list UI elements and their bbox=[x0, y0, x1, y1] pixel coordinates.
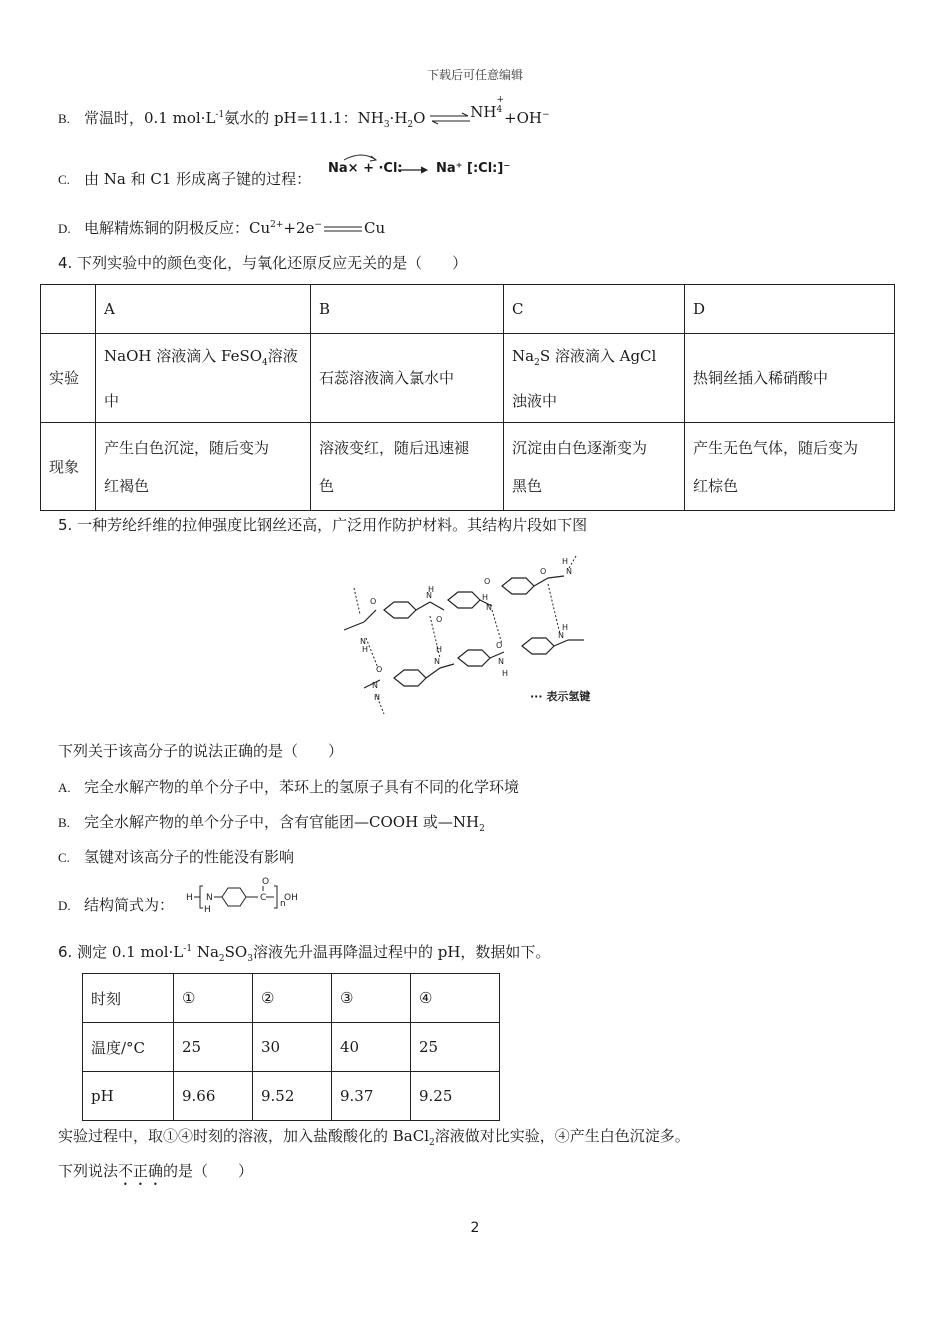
table-cell bbox=[96, 334, 311, 423]
subscript: 4 bbox=[496, 105, 503, 115]
svg-text:N: N bbox=[360, 637, 366, 646]
option-text: 由 Na 和 C1 形成离子键的过程： bbox=[84, 170, 312, 188]
q4-stem bbox=[58, 252, 467, 273]
q5-question: 下列关于该高分子的说法正确的是（ ） bbox=[58, 742, 344, 760]
svg-text:n: n bbox=[280, 899, 286, 909]
table-cell: 9.25 bbox=[411, 1072, 500, 1121]
option-text: ·H bbox=[389, 109, 408, 127]
q4-table bbox=[40, 284, 895, 511]
question-number: 5. bbox=[58, 516, 73, 534]
table-cell: 40 bbox=[332, 1023, 411, 1072]
superscript: − bbox=[314, 220, 322, 230]
option-letter: D. bbox=[58, 898, 71, 913]
svg-text:OH: OH bbox=[284, 893, 298, 903]
table-row bbox=[41, 423, 895, 511]
superscript: + bbox=[496, 95, 504, 105]
option-text: O bbox=[413, 109, 426, 127]
svg-text:O: O bbox=[540, 567, 547, 576]
cell-text: S 溶液滴入 AgCl bbox=[539, 346, 657, 365]
svg-text:N: N bbox=[434, 657, 440, 666]
lewis-left: Na× + ·Cl: bbox=[328, 161, 403, 176]
svg-text:H: H bbox=[186, 893, 193, 903]
emphasized-text: 不正确 bbox=[118, 1162, 164, 1180]
cell-text: 色 bbox=[319, 476, 335, 495]
svg-text:H: H bbox=[362, 645, 369, 654]
question-number: 6. bbox=[58, 943, 73, 961]
option-letter: C. bbox=[58, 172, 70, 187]
lewis-right: Na⁺ [:Cl:]⁻ bbox=[436, 161, 511, 176]
table-cell bbox=[504, 423, 685, 511]
ionic-bond-diagram bbox=[326, 152, 516, 186]
svg-text:H: H bbox=[436, 645, 443, 654]
option-text: 氨水的 pH=11.1：NH bbox=[224, 109, 384, 127]
cell-text: Na bbox=[512, 346, 535, 365]
equilibrium-arrow-icon bbox=[430, 112, 470, 126]
cell-text: 沉淀由白色逐渐变为 bbox=[512, 438, 648, 457]
table-cell: B bbox=[311, 285, 504, 334]
question-text: 溶液先升温再降温过程中的 pH，数据如下。 bbox=[252, 943, 551, 961]
option-text: 完全水解产物的单个分子中，含有官能团—COOH 或—NH bbox=[84, 813, 480, 831]
option-letter: D. bbox=[58, 221, 71, 236]
q5-stem bbox=[58, 514, 587, 535]
question-text: 溶液做对比实验，④产生白色沉淀多。 bbox=[434, 1127, 690, 1145]
option-text: 结构简式为： bbox=[84, 896, 175, 914]
option-letter: B. bbox=[58, 111, 70, 126]
q5-option-c bbox=[58, 846, 294, 867]
option-letter: B. bbox=[58, 815, 70, 830]
table-cell: ④ bbox=[411, 974, 500, 1023]
page-number: 2 bbox=[470, 1220, 480, 1236]
subscript: 2 bbox=[407, 120, 414, 130]
svg-text:O: O bbox=[496, 641, 503, 650]
table-cell: pH bbox=[83, 1072, 174, 1121]
q3-option-b bbox=[58, 95, 550, 130]
subscript: 2 bbox=[429, 1138, 435, 1148]
question-text: SO bbox=[224, 943, 248, 961]
cell-text: 溶液变红，随后迅速褪 bbox=[319, 438, 470, 457]
svg-text:O: O bbox=[484, 577, 491, 586]
ammonium-text: NH bbox=[470, 103, 497, 121]
table-cell bbox=[96, 423, 311, 511]
svg-text:N: N bbox=[372, 681, 378, 690]
svg-text:N: N bbox=[498, 657, 504, 666]
option-text: 氢键对该高分子的性能没有影响 bbox=[84, 848, 295, 866]
q5-option-b bbox=[58, 811, 485, 834]
cell-text: 红棕色 bbox=[693, 476, 739, 495]
svg-text:O: O bbox=[262, 877, 270, 887]
table-row bbox=[41, 285, 895, 334]
table-cell bbox=[41, 285, 96, 334]
option-text: 完全水解产物的单个分子中，苯环上的氢原子具有不同的化学环境 bbox=[84, 778, 520, 796]
subscript: 2 bbox=[218, 954, 225, 964]
superscript: -1 bbox=[183, 944, 193, 954]
q5-option-a bbox=[58, 776, 519, 797]
q3-option-c bbox=[58, 168, 311, 189]
cell-text: 溶液 bbox=[267, 346, 298, 365]
cell-text: NaOH 溶液滴入 FeSO bbox=[104, 346, 263, 365]
subscript: 2 bbox=[534, 357, 540, 368]
table-row bbox=[83, 1023, 500, 1072]
table-cell: 现象 bbox=[41, 423, 96, 511]
page-header: 下载后可任意编辑 bbox=[426, 68, 523, 82]
q6-ask bbox=[58, 1160, 253, 1189]
table-cell: A bbox=[96, 285, 311, 334]
option-text: +OH bbox=[504, 109, 542, 127]
table-cell: 温度/°C bbox=[83, 1023, 174, 1072]
aramid-structure-diagram bbox=[336, 548, 606, 716]
svg-text:N: N bbox=[426, 591, 432, 600]
superscript: -1 bbox=[215, 110, 225, 120]
svg-text:O: O bbox=[436, 615, 443, 624]
option-text: +2e bbox=[283, 219, 315, 237]
question-text: 一种芳纶纤维的拉伸强度比钢丝还高，广泛用作防护材料。其结构片段如下图 bbox=[77, 516, 588, 534]
cell-text: 产生白色沉淀，随后变为 bbox=[104, 438, 270, 457]
cell-text: 产生无色气体，随后变为 bbox=[693, 438, 859, 457]
table-cell: D bbox=[685, 285, 895, 334]
q6-stem bbox=[58, 941, 550, 964]
table-cell bbox=[311, 423, 504, 511]
table-row bbox=[83, 1072, 500, 1121]
svg-text:H: H bbox=[204, 905, 211, 915]
table-cell: 25 bbox=[174, 1023, 253, 1072]
table-cell: ② bbox=[253, 974, 332, 1023]
table-cell: 9.66 bbox=[174, 1072, 253, 1121]
cell-text: 黑色 bbox=[512, 476, 543, 495]
option-letter: A. bbox=[58, 780, 71, 795]
table-cell: 实验 bbox=[41, 334, 96, 423]
table-cell bbox=[504, 334, 685, 423]
superscript: − bbox=[541, 110, 550, 120]
table-cell: 25 bbox=[411, 1023, 500, 1072]
table-cell: C bbox=[504, 285, 685, 334]
table-cell: ① bbox=[174, 974, 253, 1023]
q6-after-text bbox=[58, 1125, 690, 1148]
svg-text:H: H bbox=[374, 693, 381, 702]
question-text: Na bbox=[192, 943, 219, 961]
svg-text:O: O bbox=[376, 665, 383, 674]
table-cell: 时刻 bbox=[83, 974, 174, 1023]
question-text: 下列说法 bbox=[58, 1162, 119, 1180]
svg-text:N: N bbox=[206, 893, 213, 903]
option-text: 常温时，0.1 mol·L bbox=[84, 109, 216, 127]
q3-option-d bbox=[58, 217, 385, 238]
superscript: 2+ bbox=[270, 220, 284, 230]
svg-text:H: H bbox=[502, 669, 509, 678]
subscript: 2 bbox=[479, 824, 485, 834]
svg-text:H: H bbox=[428, 585, 435, 594]
structural-formula-diagram bbox=[184, 874, 296, 918]
table-cell bbox=[685, 423, 895, 511]
table-cell: 30 bbox=[253, 1023, 332, 1072]
svg-text:H: H bbox=[482, 593, 489, 602]
q6-table bbox=[82, 973, 500, 1121]
table-row bbox=[83, 974, 500, 1023]
cell-text: 浊液中 bbox=[512, 391, 558, 410]
subscript: 4 bbox=[262, 357, 268, 368]
repeat-unit-formula-icon bbox=[184, 874, 296, 918]
table-cell: 9.52 bbox=[253, 1072, 332, 1121]
subscript: 3 bbox=[247, 954, 253, 964]
option-letter: C. bbox=[58, 850, 70, 865]
cell-text: 红褐色 bbox=[104, 476, 150, 495]
question-text: 测定 0.1 mol·L bbox=[77, 943, 184, 961]
table-row bbox=[41, 334, 895, 423]
option-text: 电解精炼铜的阴极反应：Cu bbox=[84, 219, 271, 237]
table-cell: 9.37 bbox=[332, 1072, 411, 1121]
cell-text: 中 bbox=[104, 391, 120, 410]
svg-text:O: O bbox=[370, 597, 377, 606]
svg-text:H: H bbox=[562, 557, 569, 566]
option-text: Cu bbox=[363, 219, 386, 237]
svg-text:N: N bbox=[566, 567, 572, 576]
equals-arrow-icon bbox=[322, 224, 364, 234]
subscript: 3 bbox=[383, 120, 390, 130]
table-cell: ③ bbox=[332, 974, 411, 1023]
question-text: 下列实验中的颜色变化，与氧化还原反应无关的是（ ） bbox=[77, 254, 468, 272]
table-cell: 热铜丝插入稀硝酸中 bbox=[685, 334, 895, 423]
svg-text:C: C bbox=[260, 893, 267, 903]
question-text: 实验过程中，取①④时刻的溶液，加入盐酸酸化的 BaCl bbox=[58, 1127, 430, 1145]
svg-text:N: N bbox=[486, 603, 492, 612]
question-number: 4. bbox=[58, 254, 73, 272]
table-cell: 石蕊溶液滴入氯水中 bbox=[311, 334, 504, 423]
question-text: 的是（ ） bbox=[163, 1162, 254, 1180]
svg-text:H: H bbox=[562, 623, 569, 632]
hydrogen-bond-legend: ··· 表示氢键 bbox=[530, 690, 591, 703]
svg-text:N: N bbox=[558, 631, 564, 640]
q5-option-d bbox=[58, 894, 174, 915]
